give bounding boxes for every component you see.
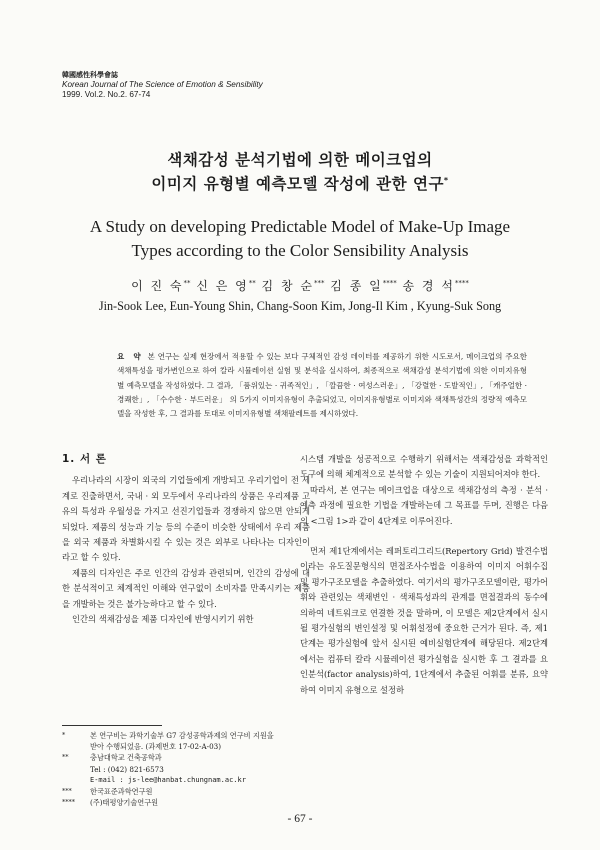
footnote-text: 본 연구비는 과학기술부 G7 감성공학과제의 연구비 지원을 <box>90 731 274 740</box>
footnote-email: E-mail : js-lee@hanbat.chungnam.ac.kr <box>90 775 246 784</box>
abstract-text: 본 연구는 실제 현장에서 적용할 수 있는 보다 구체적인 감성 데이터를 제공하기 위한 시도로서, 메이크업의 주요한 색채특성을 평가변인으로 하여 칼라 시뮬레이션 실험 및 분석을 실시하여, 최종적으로 색채감성 분석기법에 의한 이미지유형별 예측모델을 작성하였다. 그 결과, 「품위있는 · 귀족적인」, 「깔끔한 · 여성스러운」, 「강렬한 · 도발적인」, 「캐주얼한 · 경쾌한」, 「수수한 · 부드러운」 의 5가지 이미지유형이 추출되었고, 이미지유형별로 이미지와 색채특성간의 정량적 예측모델을 작성한 후, 그 결과를 토대로 이미지유형별 색채팔레트를 제시하였다. <box>117 352 527 419</box>
korean-title-line2-text: 이미지 유형별 예측모델 작성에 관한 연구 <box>151 175 444 193</box>
paragraph: 시스템 개발을 성공적으로 수행하기 위해서는 색채감성을 과학적인 도구에 의해 체계적으로 분석할 수 있는 기술이 지원되어져야 한다. <box>300 454 548 480</box>
footnote <box>62 730 312 741</box>
footnote-mark: **** <box>62 798 75 807</box>
abstract-label: 요 약 <box>117 352 144 361</box>
journal-volume: 1999. Vol.2. No.2. 67-74 <box>62 90 151 99</box>
paragraph: 인간의 색채감성을 제품 디자인에 반영시키기 위한 <box>72 614 254 625</box>
author-ko: 신 은 영 <box>196 279 249 293</box>
korean-title-line2 <box>0 172 600 194</box>
english-title-line2: Types according to the Color Sensibility Analysis <box>131 241 469 260</box>
footnote-mark: * <box>62 731 66 739</box>
footnote-mark: *** <box>62 787 72 796</box>
author-mark: **** <box>382 279 397 287</box>
author-mark: ** <box>248 279 256 287</box>
english-authors: Jin-Sook Lee, Eun-Young Shin, Chang-Soon Kim, Jong-Il Kim , Kyung-Suk Song <box>98 299 502 313</box>
footnote-mark: ** <box>62 753 69 762</box>
footnote-text: 받아 수행되었음. (과제번호 17-02-A-03) <box>90 742 222 752</box>
author-ko: 김 창 순 <box>261 279 314 293</box>
footnote-phone: Tel : (042) 821-6573 <box>90 764 164 774</box>
author-mark: **** <box>454 279 469 287</box>
right-column <box>300 452 548 698</box>
author-ko: 김 종 일 <box>330 279 383 293</box>
footnote-text: 한국표준과학연구원 <box>90 787 153 797</box>
footnote <box>62 752 312 763</box>
author-mark: ** <box>183 279 191 287</box>
author-mark: *** <box>313 279 325 287</box>
journal-english-name: Korean Journal of The Science of Emotion & Sensibility <box>62 80 263 89</box>
footnote-text: (주)태평양기술연구원 <box>90 798 159 808</box>
english-title-line1: A Study on developing Predictable Model of Make-Up Image <box>89 217 511 236</box>
paragraph: 제품의 디자인은 주로 인간의 감성과 관련되며, 인간의 감성에 대한 분석적이고 체계적인 이해와 연구없이 소비자를 만족시키는 제품을 개발하는 것은 불가능하다고 할 수 있다. <box>62 567 310 609</box>
left-column <box>62 452 310 627</box>
footnote <box>62 786 312 797</box>
abstract <box>117 350 527 421</box>
korean-title-line1: 색채감성 분석기법에 의한 메이크업의 <box>167 151 433 169</box>
paragraph: 따라서, 본 연구는 메이크업을 대상으로 색채감성의 측정 · 분석 · 예측 과정에 필요한 기법을 개발하는데 그 목표를 두며, 진행은 다음의 <그림 1>과 같이 4단계로 이루어진다. <box>300 484 548 526</box>
paragraph: 먼저 제1단계에서는 레퍼토리그리드(Repertory Grid) 발견수법이라는 유도질문형식의 면접조사수법을 이용하여 이미지 어휘수집 및 평가구조모델을 추출하였다. 여기서의 평가구조모델이란, 평가어휘와 관련있는 색채변인 · 색채특성과의 관계를 면접결과의 동수에 의하여 네트워크로 연결한 것을 말하며, 이 모델은 제2단계에서 실시될 평가실험의 변인설정 및 어휘설정에 중요한 근거가 된다. 즉, 제1단계는 평가실험에 앞서 실시된 예비실험단계에 해당된다. 제2단계에서는 컴퓨터 칼라 시뮬레이션 평가실험을 실시한 후 그 결과를 요인분석(factor analysis)하여, 1단계에서 추출된 어휘를 분류, 요약하여 이미지 유형으로 설정하 <box>300 546 548 695</box>
korean-authors <box>0 277 600 294</box>
paragraph: 우리나라의 시장이 외국의 기업들에게 개방되고 우리기업이 전 세계로 진출하면서, 국내 · 외 모두에서 우리나라의 상품은 우리제품 고유의 특성과 우월성을 가지고 선진기업들과 경쟁하지 않으면 안되게 되었다. 제품의 성능과 기능 등의 수준이 비슷한 상태에서 우리 제품을 외국 제품과 차별화시킬 수 있는 것은 외부로 나타나는 디자인이라고 할 수 있다. <box>62 475 310 563</box>
page-number: - 67 - <box>287 813 313 825</box>
footnote <box>62 797 312 808</box>
footnote-text: 충남대학교 건축공학과 <box>90 753 162 763</box>
author-ko: 송 경 석 <box>402 279 455 293</box>
journal-korean-name: 韓國感性科學會誌 <box>62 71 118 79</box>
author-ko: 이 진 숙 <box>131 279 184 293</box>
title-footnote-mark: * <box>443 175 449 185</box>
section-heading: 1. 서 론 <box>62 453 107 465</box>
footnotes <box>62 730 312 808</box>
journal-header <box>62 70 263 100</box>
footnote-rule <box>62 725 162 726</box>
